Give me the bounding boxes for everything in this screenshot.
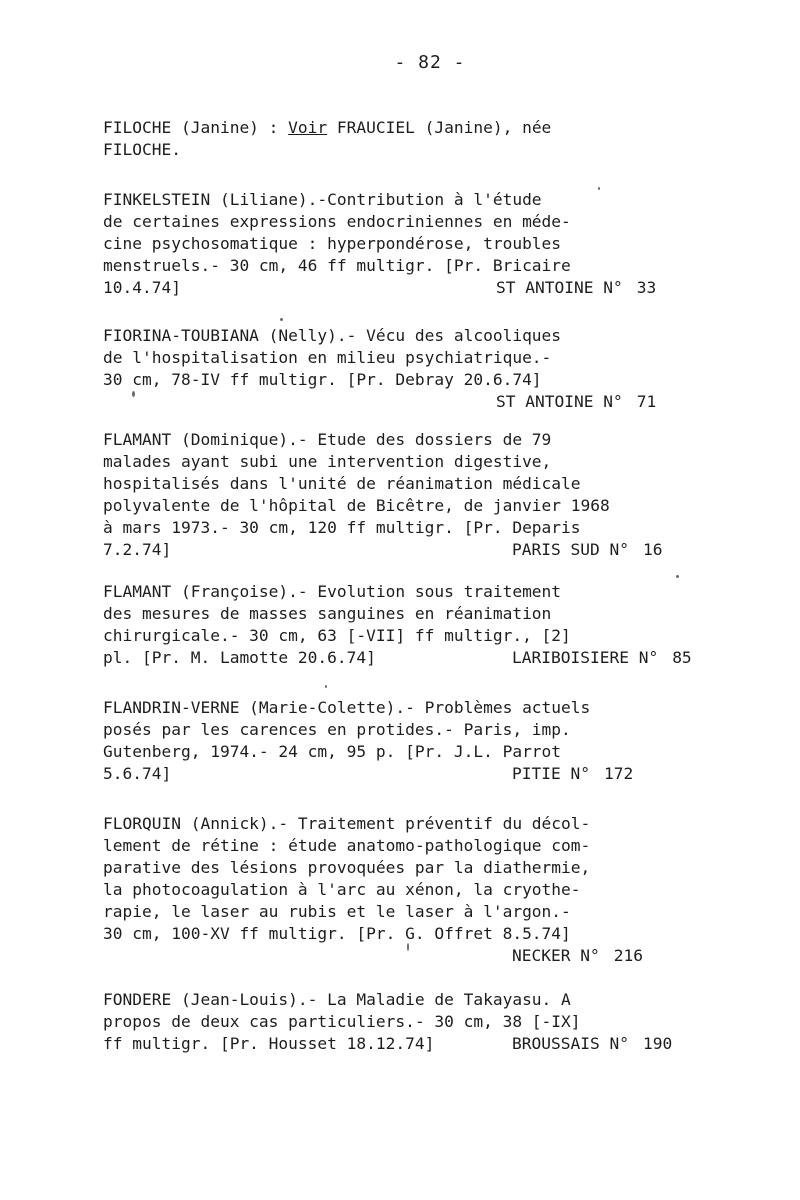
library-name: ST ANTOINE N° — [496, 392, 623, 411]
library-reference — [496, 277, 656, 299]
library-reference — [512, 763, 633, 785]
scan-speck — [598, 187, 600, 190]
call-number: 85 — [672, 648, 692, 667]
entry-line: FONDERE (Jean-Louis).- La Maladie de Takayasu. A — [103, 990, 571, 1009]
entry-line — [103, 117, 703, 139]
entry-line — [103, 277, 703, 299]
entry-text: ff multigr. [Pr. Housset 18.12.74] — [103, 1034, 435, 1053]
call-number: 190 — [642, 1034, 673, 1053]
entry-text: FILOCHE (Janine) : — [103, 118, 289, 137]
entry-line: 30 cm, 78-IV ff multigr. [Pr. Debray 20.6.74] — [103, 370, 542, 389]
bibliography-entry-flamant-dominique — [103, 429, 703, 561]
library-reference — [512, 539, 662, 561]
library-name: BROUSSAIS N° — [512, 1034, 629, 1053]
library-name: ST ANTOINE N° — [496, 278, 623, 297]
entry-line: de l'hospitalisation en milieu psychiatrique.- — [103, 348, 552, 367]
entry-text: 10.4.74] — [103, 278, 181, 297]
page-number: - 82 - — [394, 52, 466, 73]
entry-line — [103, 391, 703, 413]
entry-line: menstruels.- 30 cm, 46 ff multigr. [Pr. Bricaire — [103, 256, 571, 275]
scan-speck — [676, 575, 679, 578]
entry-line: parative des lésions provoquées par la diathermie, — [103, 858, 591, 877]
bibliography-entry-fondere — [103, 989, 703, 1055]
scan-speck — [280, 318, 283, 321]
entry-line — [103, 945, 703, 967]
entry-line — [103, 1033, 703, 1055]
bibliography-entry-flandrin-verne — [103, 697, 703, 785]
entry-line: FIORINA-TOUBIANA (Nelly).- Vécu des alcooliques — [103, 326, 562, 345]
entry-line: rapie, le laser au rubis et le laser à l'argon.- — [103, 902, 571, 921]
entry-line: propos de deux cas particuliers.- 30 cm, 38 [-IX] — [103, 1012, 581, 1031]
entry-line: FINKELSTEIN (Liliane).-Contribution à l'étude — [103, 190, 542, 209]
entry-line: 30 cm, 100-XV ff multigr. [Pr. G. Offret 8.5.74] — [103, 924, 571, 943]
scan-speck — [132, 391, 135, 397]
entry-line: FLAMANT (Dominique).- Etude des dossiers de 79 — [103, 430, 552, 449]
library-name: PITIE N° — [512, 764, 590, 783]
bibliography-entry-fiorina-toubiana — [103, 325, 703, 413]
entry-line: polyvalente de l'hôpital de Bicêtre, de janvier 1968 — [103, 496, 610, 515]
entry-line: FLORQUIN (Annick).- Traitement préventif du décol- — [103, 814, 591, 833]
entry-line: FLAMANT (Françoise).- Evolution sous traitement — [103, 582, 562, 601]
entry-line: FILOCHE. — [103, 140, 181, 159]
call-number: 172 — [603, 764, 634, 783]
entry-line: de certaines expressions endocriniennes en méde- — [103, 212, 571, 231]
call-number: 216 — [613, 946, 643, 965]
entry-line — [103, 647, 703, 669]
entry-text: 7.2.74] — [103, 540, 172, 559]
entry-text: pl. [Pr. M. Lamotte 20.6.74] — [103, 648, 376, 667]
entry-text: 5.6.74] — [103, 764, 172, 783]
entry-line: malades ayant subi une intervention digestive, — [103, 452, 552, 471]
entry-line — [103, 763, 703, 785]
library-reference — [512, 1033, 672, 1055]
library-reference — [496, 391, 656, 413]
scan-speck — [325, 685, 327, 688]
call-number: 16 — [642, 540, 663, 559]
bibliography-entry-flamant-francoise — [103, 581, 703, 669]
entry-line: à mars 1973.- 30 cm, 120 ff multigr. [Pr. Deparis — [103, 518, 581, 537]
entry-line: lement de rétine : étude anatomo-pathologique com- — [103, 836, 591, 855]
scan-speck — [407, 943, 409, 951]
library-reference — [512, 945, 643, 967]
entry-line: cine psychosomatique : hyperpondérose, troubles — [103, 234, 562, 253]
library-name: LARIBOISIERE N° — [512, 648, 659, 667]
call-number: 71 — [636, 392, 657, 411]
entry-line: chirurgicale.- 30 cm, 63 [-VII] ff multigr., [2] — [103, 626, 571, 645]
see-reference-link: Voir — [288, 118, 328, 137]
entry-line — [103, 539, 703, 561]
entry-line: posés par les carences en protides.- Paris, imp. — [103, 720, 571, 739]
entry-line: la photocoagulation à l'arc au xénon, la cryothe- — [103, 880, 581, 899]
entry-text: FRAUCIEL (Janine), née — [327, 118, 552, 137]
entry-line: Gutenberg, 1974.- 24 cm, 95 p. [Pr. J.L. Parrot — [103, 742, 562, 761]
library-reference — [512, 647, 692, 669]
library-name: PARIS SUD N° — [512, 540, 629, 559]
bibliography-entry-florquin — [103, 813, 703, 967]
call-number: 33 — [636, 278, 657, 297]
entry-line: hospitalisés dans l'unité de réanimation médicale — [103, 474, 581, 493]
library-name: NECKER N° — [512, 946, 600, 965]
bibliography-entry-finkelstein — [103, 189, 703, 299]
entry-line: FLANDRIN-VERNE (Marie-Colette).- Problèmes actuels — [103, 698, 591, 717]
entry-line: des mesures de masses sanguines en réanimation — [103, 604, 552, 623]
bibliography-entry-filoche — [103, 117, 703, 161]
